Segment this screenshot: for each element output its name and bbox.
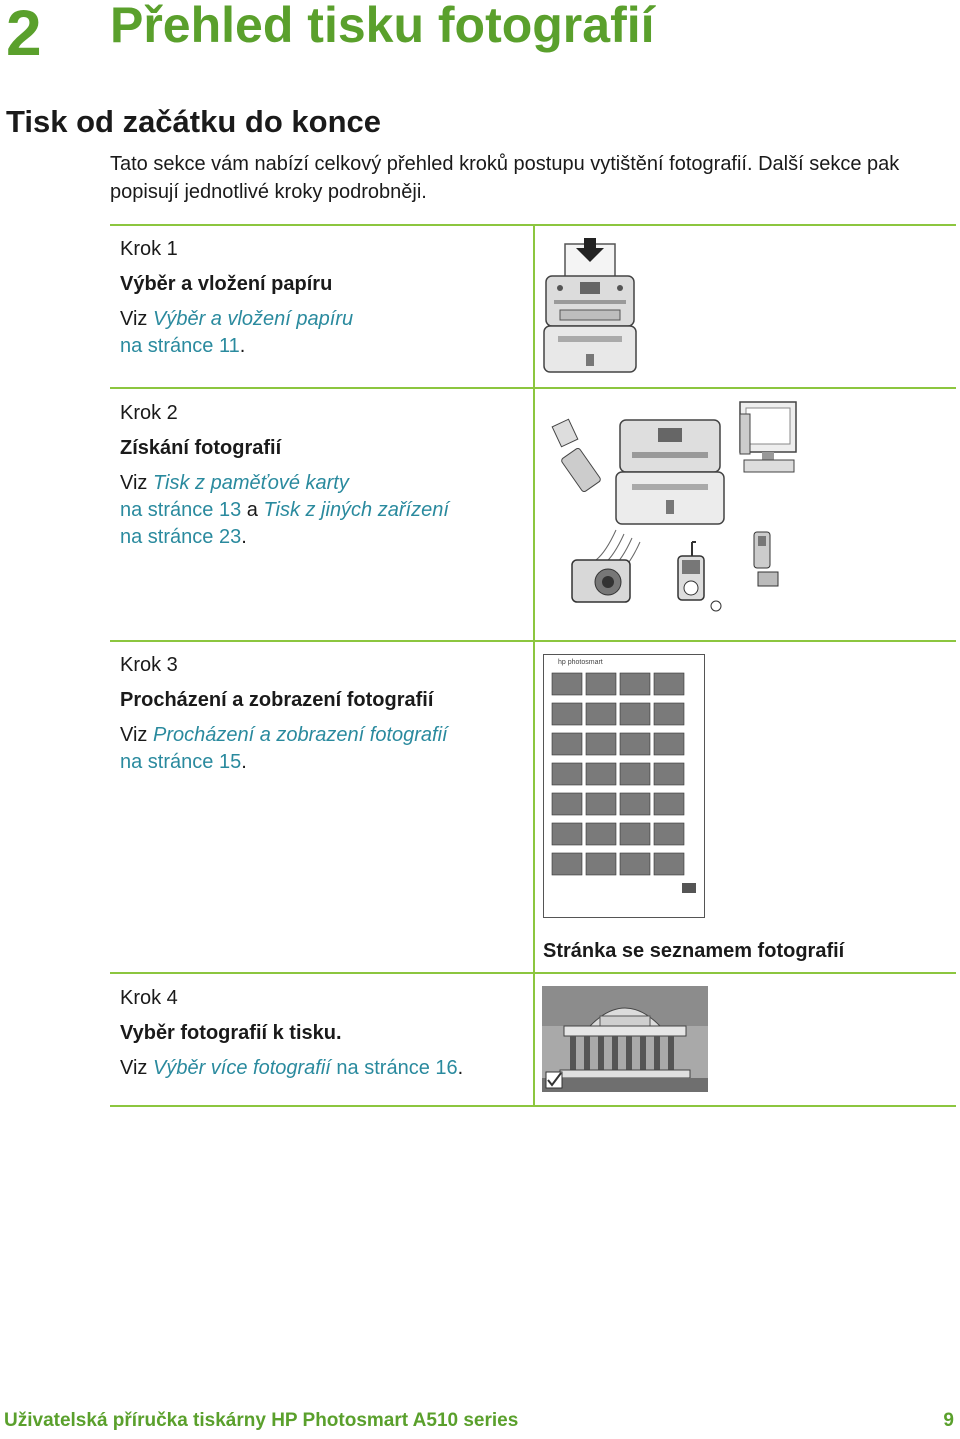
step-label: Krok 2 bbox=[120, 402, 178, 424]
step-title: Procházení a zobrazení fotografií bbox=[120, 689, 434, 711]
step-reference bbox=[120, 722, 520, 776]
chapter-title: Přehled tisku fotografií bbox=[110, 0, 655, 53]
step-2 bbox=[120, 400, 520, 551]
step-label: Krok 3 bbox=[120, 654, 178, 676]
column-divider-3 bbox=[533, 642, 535, 972]
proof-sheet-caption: Stránka se seznamem fotografií bbox=[543, 940, 845, 962]
proof-brand: hp photosmart bbox=[558, 659, 603, 666]
page-ref[interactable]: na stránce 13 bbox=[120, 499, 242, 521]
intro-paragraph: Tato sekce vám nabízí celkový přehled kroků postupu vytištění fotografií. Další sekce pak popisují jednotlivé kroky podrobněji. bbox=[110, 153, 900, 203]
see-text: Viz bbox=[120, 308, 153, 330]
column-divider-1 bbox=[533, 226, 535, 387]
photo-index-sheet bbox=[543, 654, 705, 918]
step-3 bbox=[120, 652, 520, 776]
period: . bbox=[241, 526, 247, 548]
link-select-multiple[interactable]: Výběr více fotografií bbox=[152, 1057, 331, 1079]
printer-paper-illustration bbox=[540, 236, 640, 378]
devices-illustration bbox=[548, 400, 800, 616]
link-paper[interactable]: Výběr a vložení papíru bbox=[152, 308, 354, 330]
step-title: Výběr a vložení papíru bbox=[120, 273, 333, 295]
step-reference bbox=[120, 306, 520, 360]
period: . bbox=[239, 335, 246, 357]
period: . bbox=[241, 751, 247, 773]
see-text: Viz bbox=[120, 724, 153, 746]
page-ref[interactable]: na stránce 15 bbox=[120, 751, 242, 773]
link-other-devices[interactable]: Tisk z jiných zařízení bbox=[263, 499, 449, 521]
page-ref[interactable]: na stránce 16 bbox=[336, 1057, 458, 1079]
step-title: Vyběr fotografií k tisku. bbox=[120, 1022, 342, 1044]
and-text: a bbox=[241, 499, 264, 521]
step-reference bbox=[120, 1055, 530, 1082]
section-title: Tisk od začátku do konce bbox=[6, 104, 381, 139]
step-title: Získání fotografií bbox=[120, 437, 282, 459]
column-divider-2 bbox=[533, 389, 535, 640]
see-text: Viz bbox=[120, 472, 153, 494]
step-1 bbox=[120, 236, 520, 360]
step-4 bbox=[120, 985, 530, 1082]
period: . bbox=[457, 1057, 464, 1079]
selected-photo-building bbox=[542, 986, 708, 1092]
column-divider-4 bbox=[533, 974, 535, 1105]
step-label: Krok 1 bbox=[120, 238, 178, 260]
page-ref[interactable]: na stránce 11 bbox=[120, 335, 240, 357]
link-browse[interactable]: Procházení a zobrazení fotografií bbox=[152, 724, 448, 746]
link-memory-card[interactable]: Tisk z paměťové karty bbox=[152, 472, 349, 494]
chapter-number: 2 bbox=[6, 0, 42, 69]
page-number: 9 bbox=[943, 1410, 954, 1431]
footer-title: Uživatelská příručka tiskárny HP Photosmart A510 series bbox=[4, 1410, 519, 1431]
page-ref[interactable]: na stránce 23 bbox=[120, 526, 242, 548]
step-label: Krok 4 bbox=[120, 987, 178, 1009]
step-reference bbox=[120, 470, 520, 551]
see-text: Viz bbox=[120, 1057, 153, 1079]
table-rule-bottom bbox=[110, 1105, 956, 1107]
